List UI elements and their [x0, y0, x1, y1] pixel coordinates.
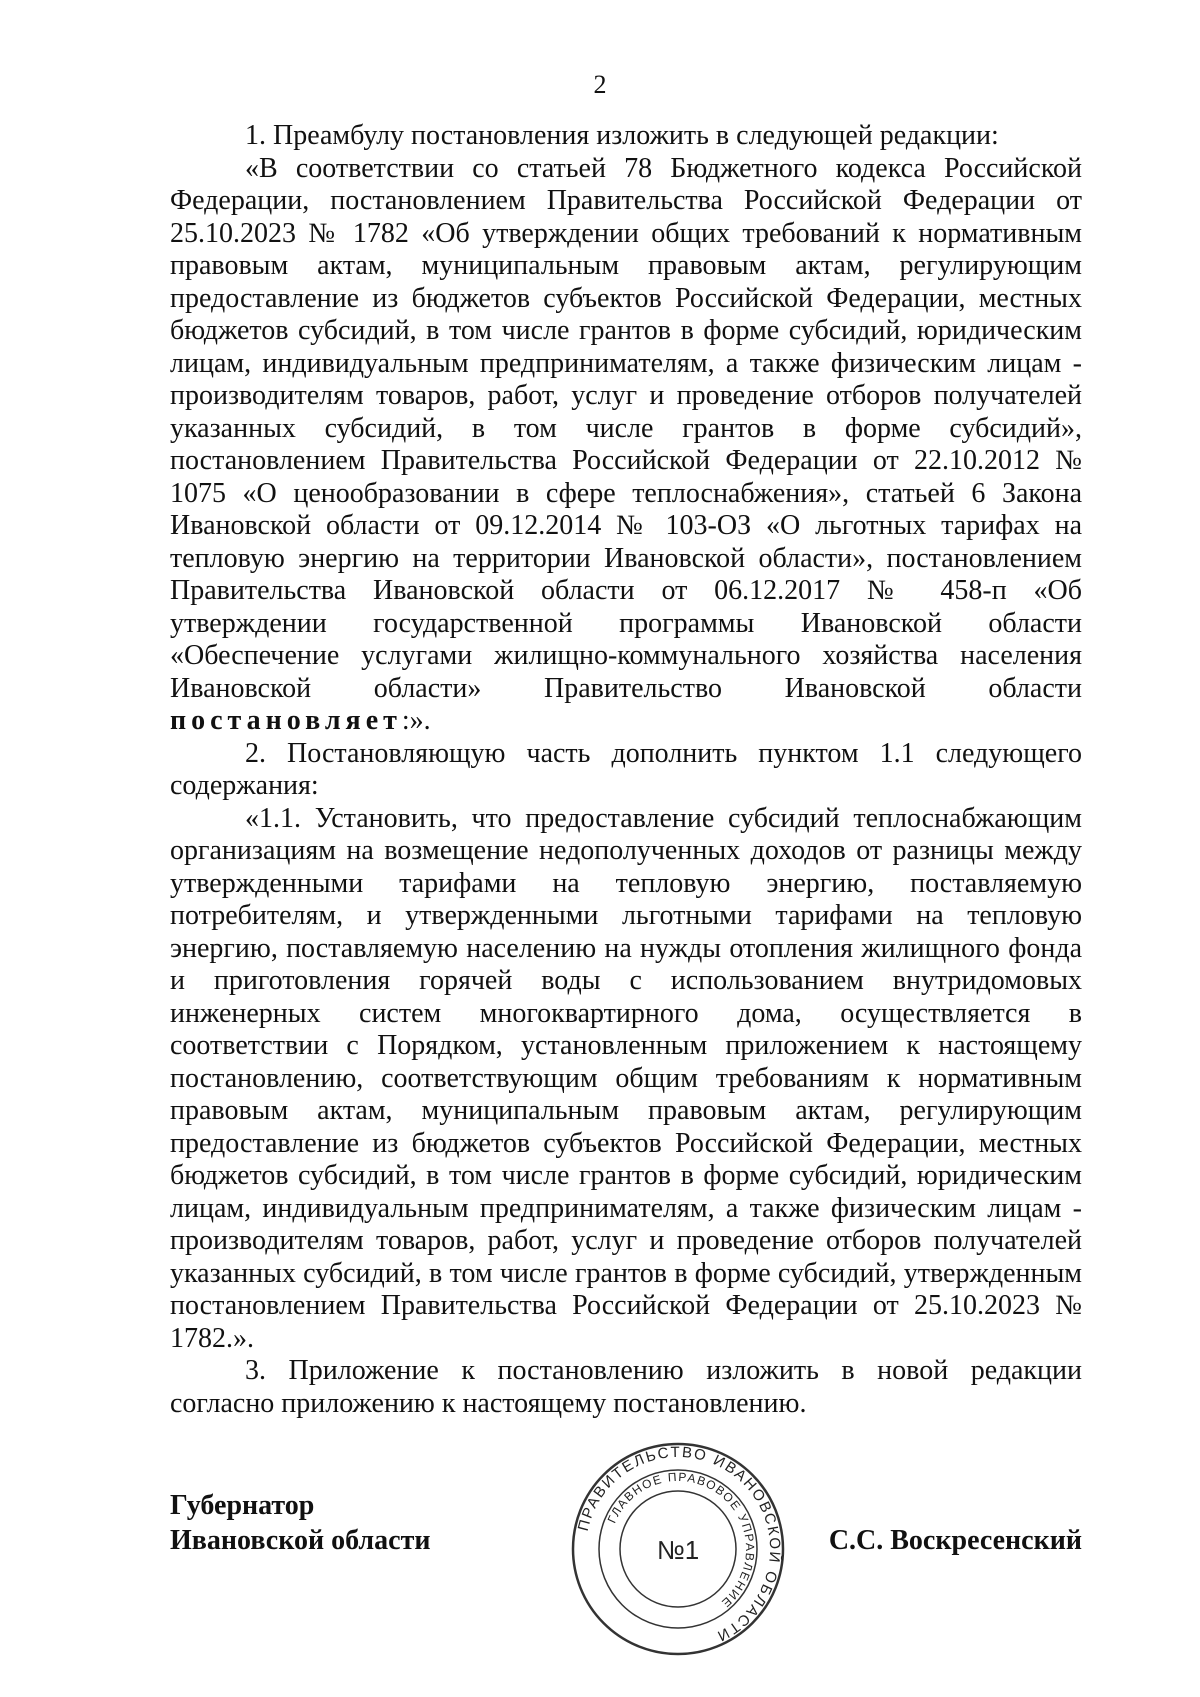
official-seal — [569, 1440, 787, 1658]
emphasis-postanovlyaet: постановляет — [170, 705, 402, 736]
page-number: 2 — [593, 70, 607, 99]
paragraph-2-text: «В соответствии со статьей 78 Бюджетного кодекса Российской Федерации, постановлением Правительства Российской Федерации от 25.10.2023 № 1782 «Об утверждении общих требований к нормативным правовым актам, муниципальным правовым актам, регулирующим предоставление из бюджетов субъектов Российской Федерации, местных бюджетов субсидий, в том числе грантов в форме субсидий, юридическим лицам, индивидуальным предпринимателям, а также физическим лицам - производителям товаров, работ, услуг и проведение отборов получателей указанных субсидий, в том числе грантов в форме субсидий», постановлением Правительства Российской Федерации от 22.10.2012 № 1075 «О ценообразовании в сфере теплоснабжения», статьей 6 Закона Ивановской области от 09.12.2014 № 103-ОЗ «О льготных тарифах на тепловую энергию на территории Ивановской области», постановлением Правительства Ивановской области от 06.12.2017 № 458-п «Об утверждении государственной программы Ивановской области «Обеспечение услугами жилищно-коммунального хозяйства населения Ивановской области» Правительство Ивановской области — [170, 152, 1082, 704]
paragraph-5: 3. Приложение к постановлению изложить в новой редакции согласно приложению к настоящему постановлению. — [170, 1355, 1082, 1419]
paragraph-2-end: :». — [401, 705, 431, 736]
document-body — [170, 120, 1082, 1420]
signatory-title-line-1: Губернатор — [170, 1490, 315, 1521]
seal-outer-text: ПРАВИТЕЛЬСТВО ИВАНОВСКОЙ ОБЛАСТИ — [574, 1443, 784, 1646]
signatory-title-line-2: Ивановской области — [170, 1525, 431, 1556]
paragraph-2 — [170, 153, 1082, 738]
signatory-name: С.С. Воскресенский — [828, 1525, 1082, 1556]
paragraph-3: 2. Постановляющую часть дополнить пунктом 1.1 следующего содержания: — [170, 737, 1082, 801]
signatory-title — [170, 1488, 430, 1558]
seal-center-number: №1 — [656, 1535, 700, 1565]
paragraph-4: «1.1. Установить, что предоставление субсидий теплоснабжающим организациям на возмещение недополученных доходов от разницы между утвержденными тарифами на тепловую энергию, поставляемую потребителям, и утвержденными льготными тарифами на тепловую энергию, поставляемую населению на нужды отопления жилищного фонда и приготовления горячей воды с использованием внутридомовых инженерных систем многоквартирного дома, осуществляется в соответствии с Порядком, установленным приложением к настоящему постановлению, соответствующим общим требованиям к нормативным правовым актам, муниципальным правовым актам, регулирующим предоставление из бюджетов субъектов Российской Федерации, местных бюджетов субсидий, в том числе грантов в форме субсидий, юридическим лицам, индивидуальным предпринимателям, а также физическим лицам - производителям товаров, работ, услуг и проведение отборов получателей указанных субсидий, в том числе грантов в форме субсидий, утвержденным постановлением Правительства Российской Федерации от 25.10.2023 № 1782.». — [170, 802, 1082, 1354]
seal-inner-text: ГЛАВНОЕ ПРАВОВОЕ УПРАВЛЕНИЕ — [604, 1469, 758, 1611]
paragraph-1: 1. Преамбулу постановления изложить в следующей редакции: — [245, 120, 999, 151]
